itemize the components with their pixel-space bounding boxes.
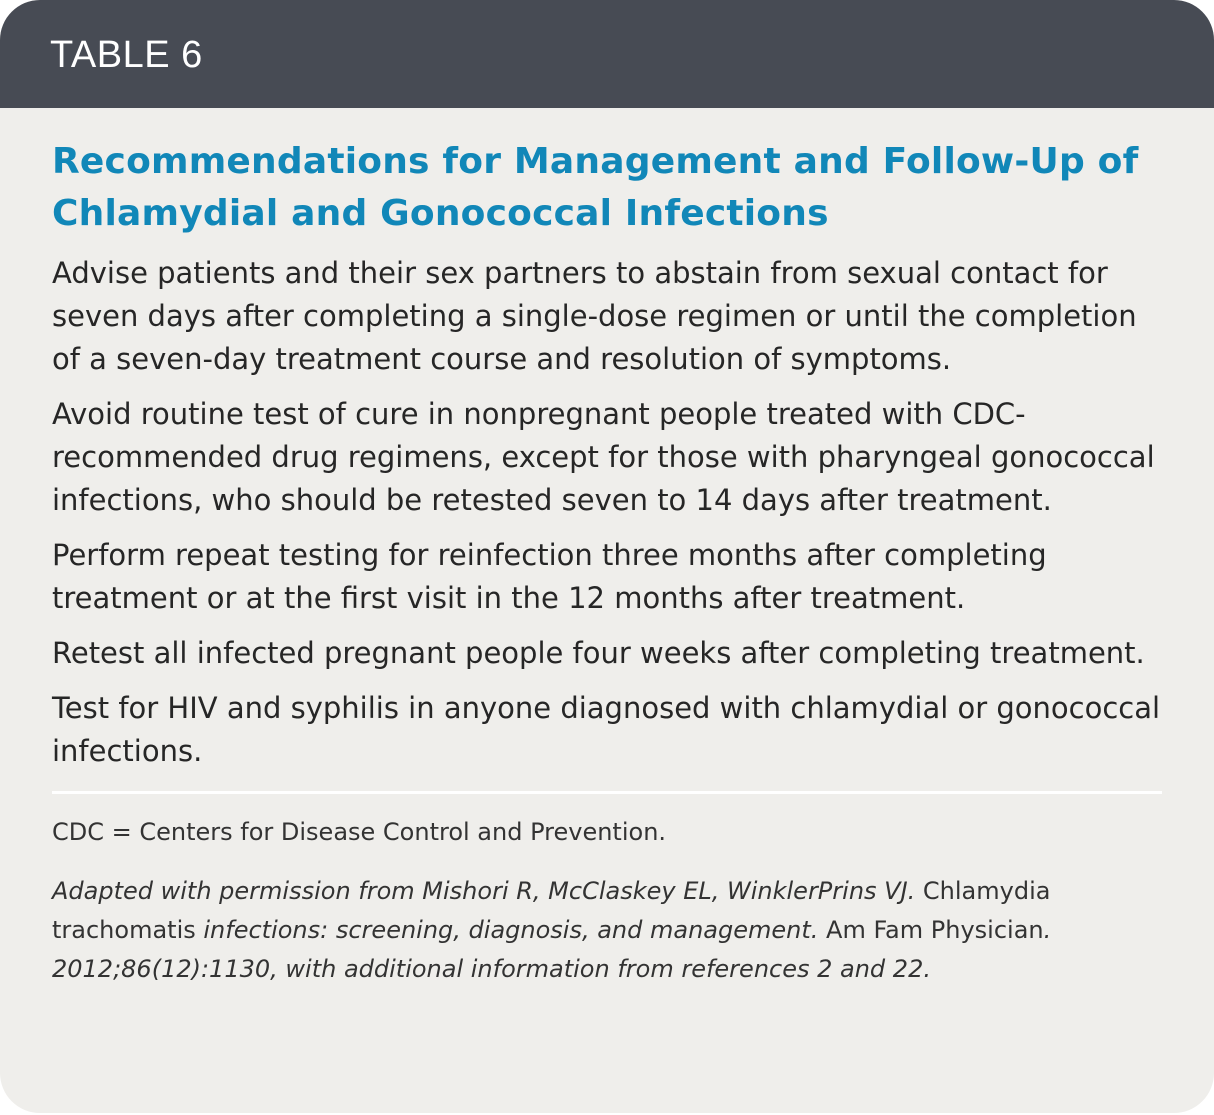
recommendation-list [52,252,1162,773]
recommendation-item: Perform repeat testing for reinfection three months after completing treatment or at the first visit in the 12 months after treatment. [52,538,1047,615]
citation-organism: Chlamydia trachomatis [52,877,1051,944]
table-header [0,0,1214,108]
table-content [0,108,1214,989]
source-citation [52,872,1162,989]
table-title: Recommendations for Management and Follow-Up of Chlamydial and Gonococcal Infections [52,141,1139,234]
table-number-label: TABLE 6 [50,33,203,76]
citation-details: . 2012;86(12):1130, with additional information from references 2 and 22. [52,916,1052,983]
citation-article-title: infections: screening, diagnosis, and management. [195,916,827,944]
footnote-divider [52,791,1162,794]
recommendation-item: Retest all infected pregnant people four weeks after completing treatment. [52,636,1145,670]
abbreviation-footnote: CDC = Centers for Disease Control and Prevention. [52,818,667,846]
recommendation-item: Test for HIV and syphilis in anyone diagnosed with chlamydial or gonococcal infections. [52,691,1161,768]
citation-journal: Am Fam Physician [826,916,1044,944]
citation-attribution: Adapted with permission from Mishori R, McClaskey EL, WinklerPrins VJ. [52,877,923,905]
recommendation-item: Advise patients and their sex partners to abstain from sexual contact for seven days after completing a single-dose regimen or until the completion of a seven-day treatment course and resolution of symptoms. [52,256,1137,376]
recommendation-item: Avoid routine test of cure in nonpregnant people treated with CDC-recommended drug regimens, except for those with pharyngeal gonococcal infections, who should be retested seven to 14 days after treatment. [52,397,1155,517]
